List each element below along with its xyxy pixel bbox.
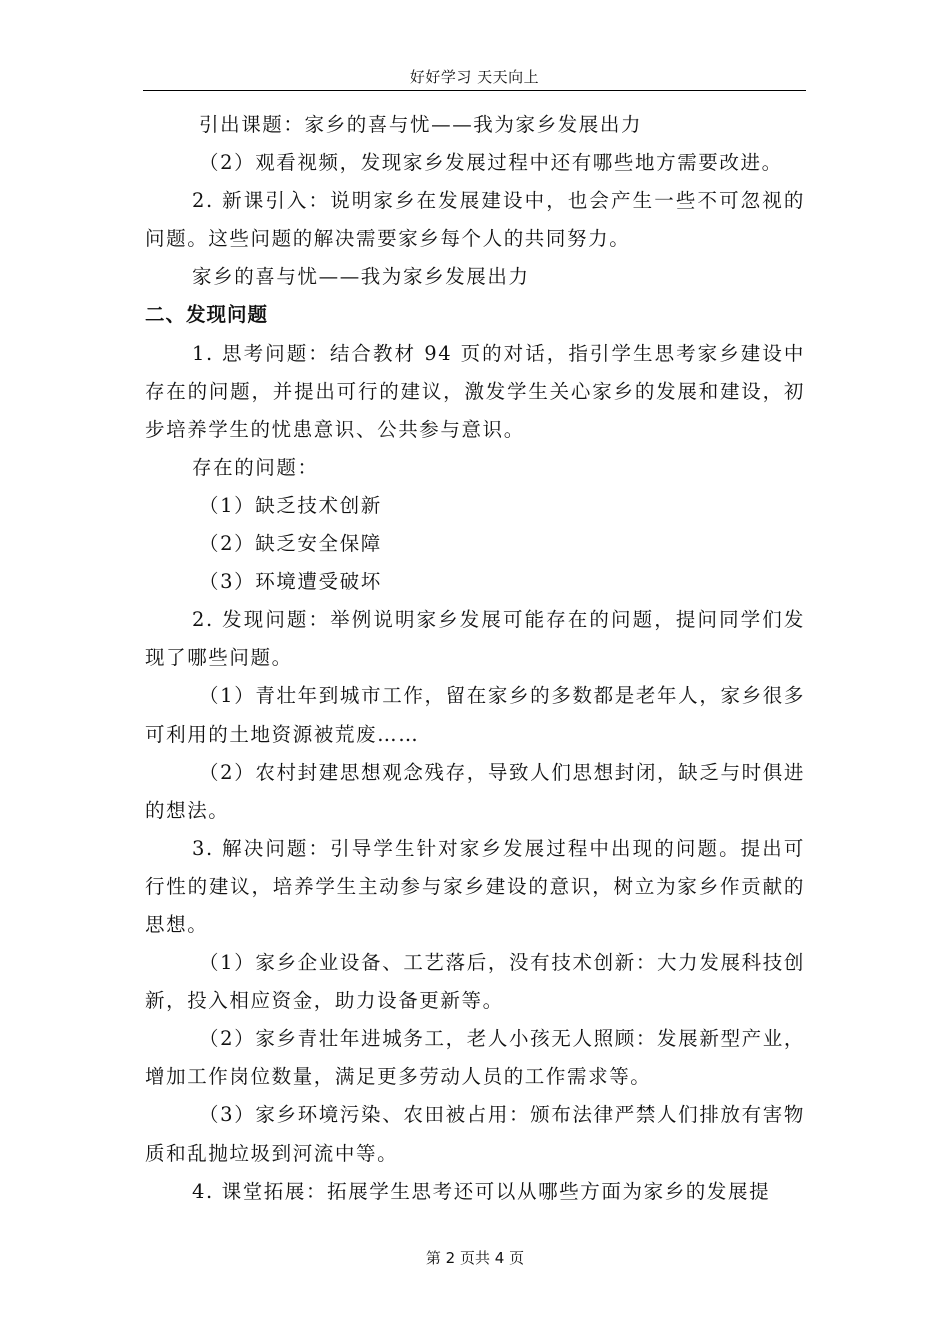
list-item: （2）农村封建思想观念残存，导致人们思想封闭，缺乏与时俱进的想法。 xyxy=(145,760,805,822)
paragraph: 4. 课堂拓展：拓展学生思考还可以从哪些方面为家乡的发展提 xyxy=(192,1179,771,1203)
paragraph: 3. 解决问题：引导学生针对家乡发展过程中出现的问题。提出可行性的建议，培养学生主动参与家乡建设的意识，树立为家乡作贡献的思想。 xyxy=(145,836,805,936)
paragraph: 家乡的喜与忧——我为家乡发展出力 xyxy=(192,265,530,289)
list-item: （2）缺乏安全保障 xyxy=(199,532,382,556)
paragraph: 2. 发现问题：举例说明家乡发展可能存在的问题，提问同学们发现了哪些问题。 xyxy=(145,608,805,670)
paragraph: 2. 新课引入：说明家乡在发展建设中，也会产生一些不可忽视的问题。这些问题的解决需要家乡每个人的共同努力。 xyxy=(145,189,805,251)
list-item: （2）家乡青壮年进城务工，老人小孩无人照顾：发展新型产业，增加工作岗位数量，满足更多劳动人员的工作需求等。 xyxy=(145,1027,805,1089)
paragraph: （2）观看视频，发现家乡发展过程中还有哪些地方需要改进。 xyxy=(199,151,783,175)
paragraph: 1. 思考问题：结合教材 94 页的对话，指引学生思考家乡建设中存在的问题，并提出可行的建议，激发学生关心家乡的发展和建设，初步培养学生的忧患意识、公共参与意识。 xyxy=(145,341,805,441)
page-header: 好好学习 天天向上 xyxy=(409,68,540,86)
list-item: （1）青壮年到城市工作，留在家乡的多数都是老年人，家乡很多可利用的土地资源被荒废…… xyxy=(145,684,805,746)
page-number: 第 2 页共 4 页 xyxy=(425,1249,525,1267)
list-item: （1）缺乏技术创新 xyxy=(199,493,382,517)
paragraph: 引出课题：家乡的喜与忧——我为家乡发展出力 xyxy=(199,113,643,136)
document-body xyxy=(145,106,805,1211)
paragraph: 存在的问题： xyxy=(192,455,319,479)
list-item: （1）家乡企业设备、工艺落后，没有技术创新：大力发展科技创新，投入相应资金，助力设备更新等。 xyxy=(145,951,805,1013)
list-item: （3）环境遭受破坏 xyxy=(199,570,382,594)
header-divider xyxy=(143,90,806,91)
section-heading: 二、发现问题 xyxy=(145,303,269,327)
list-item: （3）家乡环境污染、农田被占用：颁布法律严禁人们排放有害物质和乱抛垃圾到河流中等。 xyxy=(145,1103,805,1165)
